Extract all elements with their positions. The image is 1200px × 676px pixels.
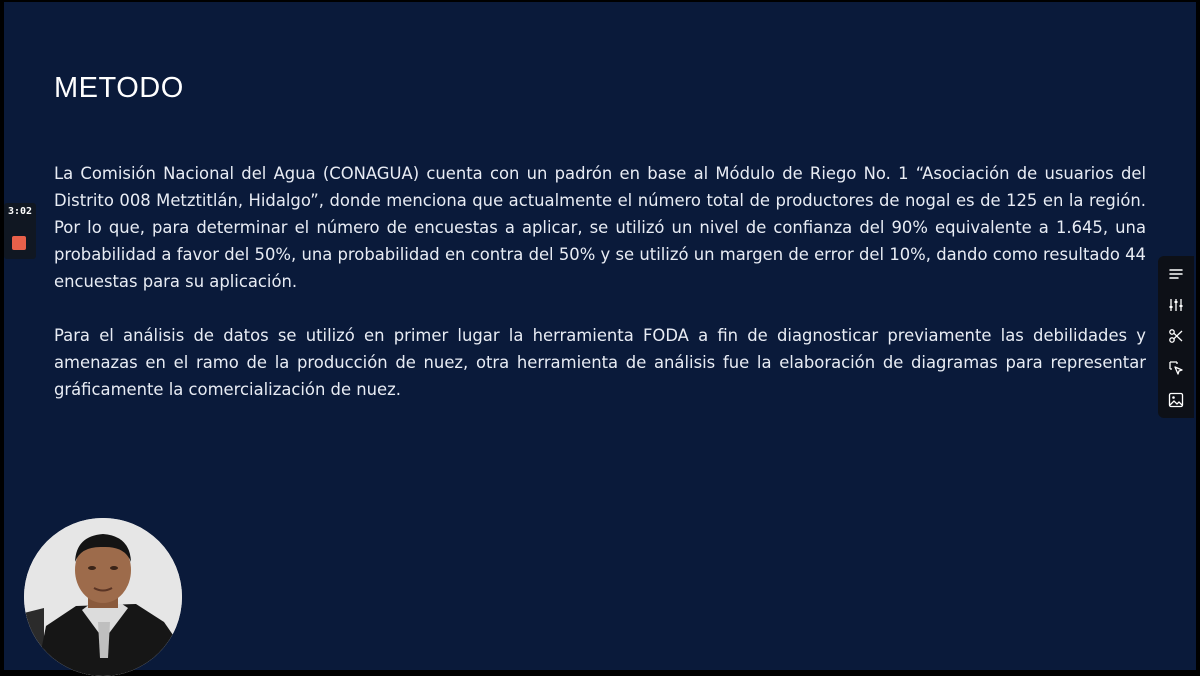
presentation-slide <box>4 2 1196 670</box>
image-icon <box>1168 392 1184 408</box>
recording-control-panel <box>4 203 36 259</box>
pointer-select-icon <box>1168 360 1184 376</box>
slide-paragraph: Para el análisis de datos se utilizó en primer lugar la herramienta FODA a fin de diagnosticar previamente las debilidades y amenazas en el ramo de la producción de nuez, otra herramienta de análisis fue la elaboración de diagramas para representar gráficamente la comercialización de nuez. <box>54 326 1146 399</box>
scissors-icon <box>1168 328 1184 344</box>
trim-button[interactable] <box>1166 326 1186 346</box>
slide-body <box>54 160 1146 430</box>
slide-paragraph: La Comisión Nacional del Agua (CONAGUA) cuenta con un padrón en base al Módulo de Riego No. 1 “Asociación de usuarios del Distrito 008 Metztitlán, Hidalgo”, donde menciona que actualmente el número total de productores de nogal es de 125 en la región. Por lo que, para determinar el número de encuestas a aplicar, se utilizó un nivel de confianza del 90% equivalente a 1.645, una probabilidad a favor del 50%, una probabilidad en contra del 50% y se utilizó un margen de error del 10%, dando como resultado 44 encuestas para su aplicación. <box>54 164 1146 291</box>
insert-image-button[interactable] <box>1166 390 1186 410</box>
sliders-icon <box>1168 297 1184 313</box>
text-lines-button[interactable] <box>1166 264 1186 284</box>
slide-title: METODO <box>54 72 184 104</box>
stop-recording-button[interactable] <box>12 236 26 250</box>
select-region-button[interactable] <box>1166 358 1186 378</box>
recording-timer: 3:02 <box>7 206 33 217</box>
text-lines-icon <box>1168 266 1184 282</box>
presenter-video <box>24 518 182 676</box>
side-toolbar <box>1158 256 1194 418</box>
webcam-overlay <box>24 518 182 676</box>
adjust-settings-button[interactable] <box>1166 295 1186 315</box>
